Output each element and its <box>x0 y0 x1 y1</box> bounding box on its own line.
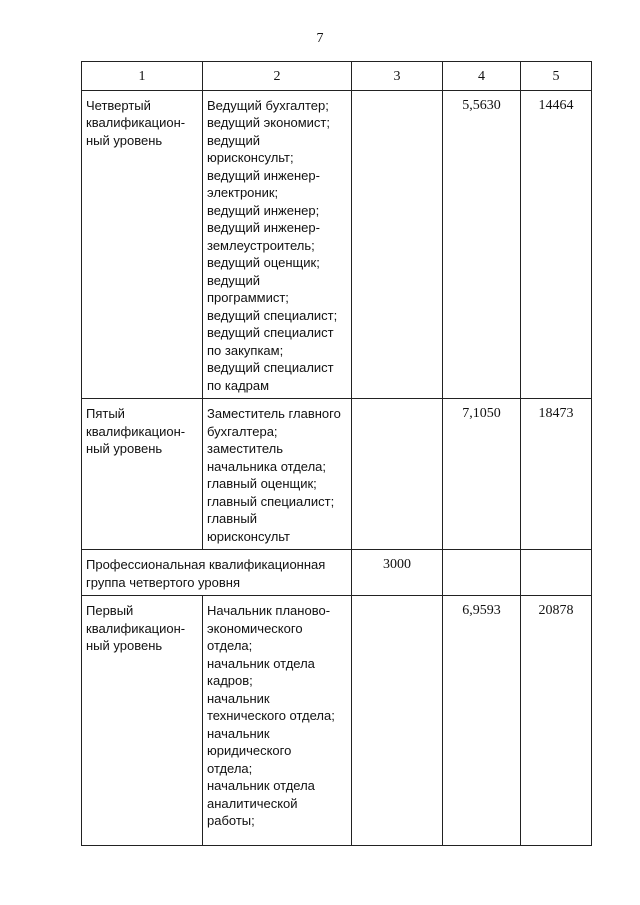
salary-cell: 18473 <box>521 399 592 550</box>
salary-table <box>81 61 592 846</box>
header-cell: 3 <box>352 62 443 91</box>
qualification-level: Четвертый квалификацион- ный уровень <box>82 90 203 399</box>
empty-cell <box>443 550 521 596</box>
salary-cell: 20878 <box>521 596 592 846</box>
empty-cell <box>521 550 592 596</box>
header-cell: 1 <box>82 62 203 91</box>
coefficient-cell: 6,9593 <box>443 596 521 846</box>
header-cell: 2 <box>203 62 352 91</box>
group-salary-cell <box>352 596 443 846</box>
coefficient-cell: 5,5630 <box>443 90 521 399</box>
table-header-row <box>82 62 592 91</box>
qualification-level: Пятый квалификацион- ный уровень <box>82 399 203 550</box>
group-salary-cell <box>352 399 443 550</box>
qualification-level: Первый квалификацион- ный уровень <box>82 596 203 846</box>
group-base-salary: 3000 <box>352 550 443 596</box>
header-cell: 5 <box>521 62 592 91</box>
positions-list: Ведущий бухгалтер; ведущий экономист; ведущий юрисконсульт; ведущий инженер- электроник; ведущий инженер; ведущий инженер- землеустроитель; ведущий оценщик; ведущий программист; ведущий специалист; ведущий специалист по закупкам; ведущий специалист по кадрам <box>203 90 352 399</box>
table-row <box>82 90 592 399</box>
group-label: Профессиональная квалификационная группа четвертого уровня <box>82 550 352 596</box>
header-cell: 4 <box>443 62 521 91</box>
table-row <box>82 596 592 846</box>
salary-cell: 14464 <box>521 90 592 399</box>
positions-list: Начальник планово- экономического отдела; начальник отдела кадров; начальник технического отдела; начальник юридического отдела; начальник отдела аналитической работы; <box>203 596 352 846</box>
group-row <box>82 550 592 596</box>
positions-list: Заместитель главного бухгалтера; заместитель начальника отдела; главный оценщик; главный специалист; главный юрисконсульт <box>203 399 352 550</box>
group-salary-cell <box>352 90 443 399</box>
coefficient-cell: 7,1050 <box>443 399 521 550</box>
table-row <box>82 399 592 550</box>
page-number: 7 <box>316 31 324 46</box>
